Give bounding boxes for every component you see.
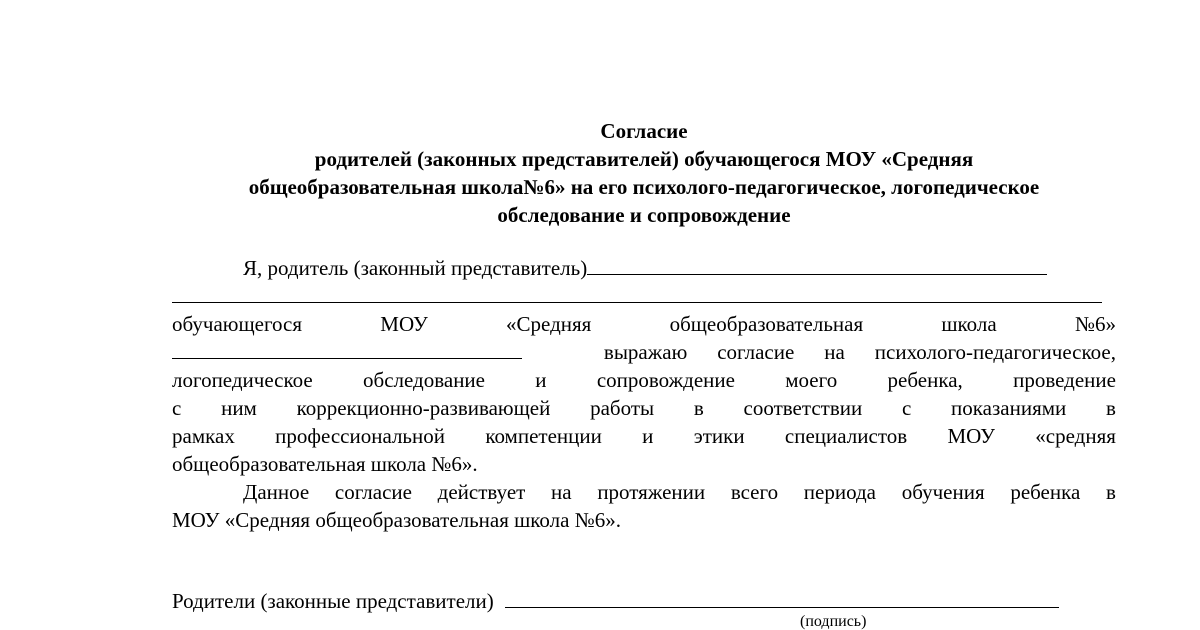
word: и xyxy=(535,368,547,392)
word: ребенка, xyxy=(887,368,963,392)
word: показаниями xyxy=(951,396,1067,420)
word: моего xyxy=(785,368,838,392)
word: ним xyxy=(221,396,257,420)
word: МОУ xyxy=(947,424,995,448)
word: «средняя xyxy=(1035,424,1116,448)
word: периода xyxy=(803,480,876,504)
word: №6» xyxy=(1074,312,1116,336)
word: на xyxy=(551,480,572,504)
intro-text: Я, родитель (законный представитель) xyxy=(243,256,588,280)
word: с xyxy=(172,396,182,420)
word: согласие xyxy=(717,340,795,364)
word: общеобразовательная xyxy=(669,312,864,336)
title-line-1: Согласие xyxy=(600,119,688,143)
word: с xyxy=(901,396,912,420)
title-line-4: обследование и сопровождение xyxy=(497,203,791,227)
word: в xyxy=(1106,480,1116,504)
word: обследование xyxy=(363,368,485,392)
word: психолого-педагогическое, xyxy=(874,340,1116,364)
signature-field[interactable] xyxy=(505,587,1059,608)
parent-name-field[interactable] xyxy=(587,254,1047,275)
signature-line xyxy=(172,587,1116,615)
word: школа xyxy=(941,312,997,336)
word: выражаю xyxy=(603,340,688,364)
word: «Средняя xyxy=(506,312,592,336)
word: проведение xyxy=(1013,368,1116,392)
word: согласие xyxy=(334,480,412,504)
signature-label: Родители (законные представители) xyxy=(172,589,494,613)
body-line-9 xyxy=(172,478,1116,506)
word: сопровождение xyxy=(596,368,735,392)
word: логопедическое xyxy=(172,368,313,392)
word: протяжении xyxy=(597,480,706,504)
body-line-7 xyxy=(172,422,1116,450)
title-line-2: родителей (законных представителей) обучающегося МОУ «Средняя xyxy=(314,147,974,171)
word: работы xyxy=(590,396,655,420)
word: в xyxy=(1106,396,1116,420)
word: профессиональной xyxy=(275,424,445,448)
blank-line xyxy=(172,282,1116,310)
body-line-5 xyxy=(172,366,1116,394)
word: в xyxy=(693,396,704,420)
word: Данное xyxy=(243,480,310,504)
word: компетенции xyxy=(485,424,602,448)
body-line-6 xyxy=(172,394,1116,422)
document-title xyxy=(172,117,1116,229)
word: всего xyxy=(730,480,779,504)
word: обучения xyxy=(901,480,985,504)
word: МОУ xyxy=(380,312,428,336)
body-line-3 xyxy=(172,310,1116,338)
parent-name-field-continued[interactable] xyxy=(172,282,1102,303)
signature-caption: (подпись) xyxy=(800,613,867,630)
word: действует xyxy=(437,480,526,504)
body-line-10: МОУ «Средняя общеобразовательная школа №6». xyxy=(172,508,621,532)
intro-line xyxy=(172,254,1116,282)
word: соответствии xyxy=(743,396,863,420)
word: обучающегося xyxy=(172,312,303,336)
word: на xyxy=(824,340,845,364)
word: рамках xyxy=(172,424,235,448)
body-line-8: общеобразовательная школа №6». xyxy=(172,452,478,476)
student-name-field[interactable] xyxy=(172,338,522,359)
word: этики xyxy=(693,424,745,448)
word: и xyxy=(642,424,654,448)
word: коррекционно-развивающей xyxy=(296,396,551,420)
word: специалистов xyxy=(784,424,908,448)
word: ребенка xyxy=(1010,480,1081,504)
body-line-4 xyxy=(172,338,1116,366)
title-line-3: общеобразовательная школа№6» на его психолого-педагогическое, логопедическое xyxy=(248,175,1040,199)
